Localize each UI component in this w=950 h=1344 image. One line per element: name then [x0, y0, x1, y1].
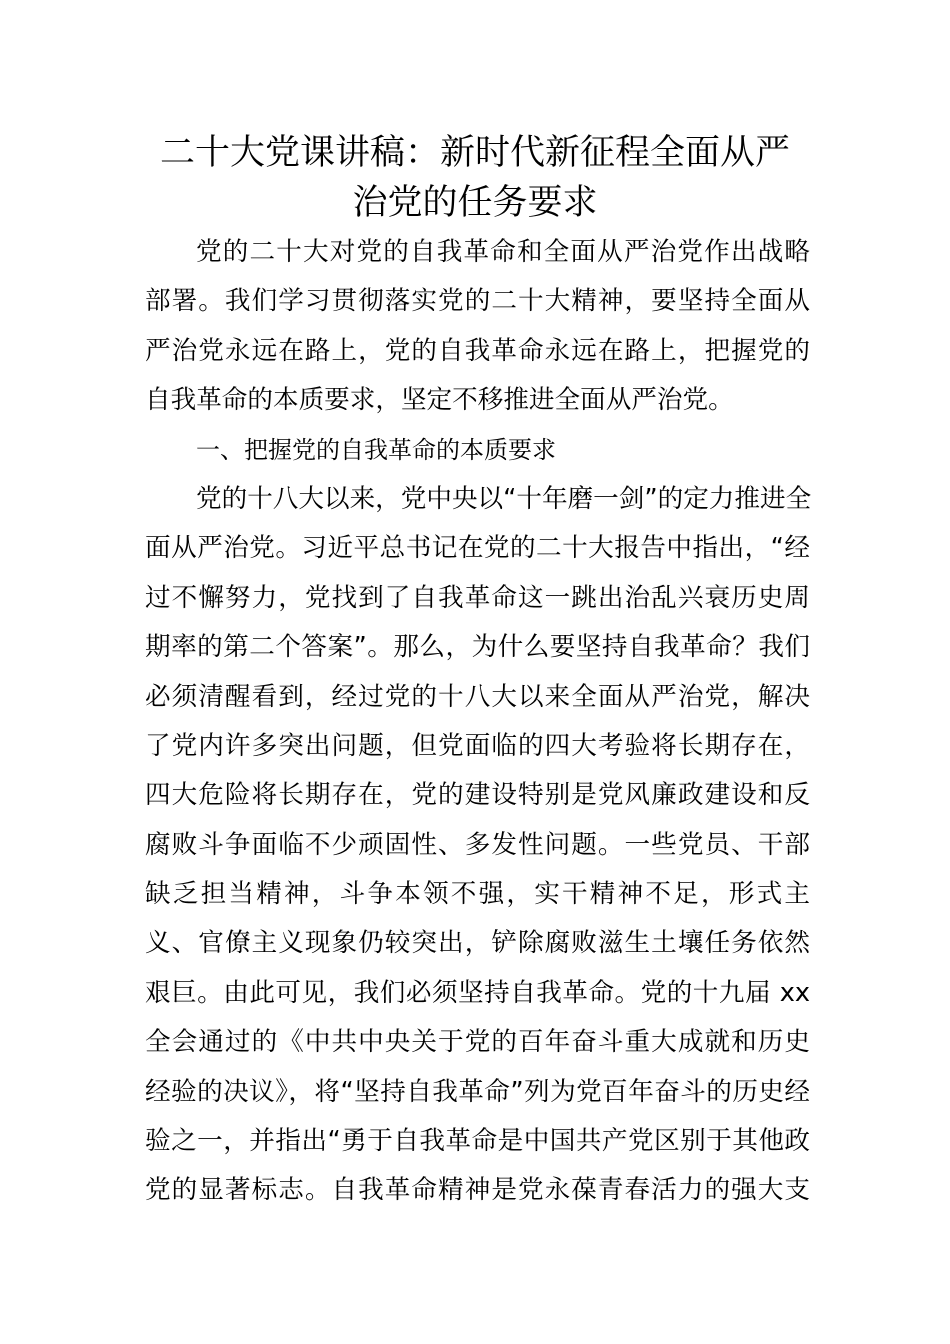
document-title [140, 128, 810, 228]
paragraph-2-line-7: 四大危险将长期存在，党的建设特别是党风廉政建设和反 [145, 780, 810, 811]
title-line-2: 治党的任务要求 [352, 183, 598, 223]
paragraph-1-line-4: 自我革命的本质要求，坚定不移推进全面从严治党。 [145, 385, 734, 416]
paragraph-2-line-8: 腐败斗争面临不少顽固性、多发性问题。一些党员、干部 [145, 829, 810, 860]
paragraph-1-line-2: 部署。我们学习贯彻落实党的二十大精神，要坚持全面从 [145, 286, 810, 317]
paragraph-1-line-3: 严治党永远在路上，党的自我革命永远在路上，把握党的 [145, 335, 810, 366]
paragraph-2-line-11: 艰巨。由此可见，我们必须坚持自我革命。党的十九届 xx [145, 977, 810, 1008]
paragraph-2-line-6: 了党内许多突出问题，但党面临的四大考验将长期存在， [145, 730, 810, 761]
paragraph-2-line-13: 经验的决议》，将“坚持自我革命”列为党百年奋斗的历史经 [145, 1076, 810, 1107]
title-line-1: 二十大党课讲稿：新时代新征程全面从严 [159, 133, 790, 173]
paragraph-2-line-4: 期率的第二个答案”。那么，为什么要坚持自我革命？我们 [145, 632, 810, 663]
paragraph-2-line-10: 义、官僚主义现象仍较突出，铲除腐败滋生土壤任务依然 [145, 928, 810, 959]
paragraph-2-line-9: 缺乏担当精神，斗争本领不强，实干精神不足，形式主 [145, 879, 810, 910]
paragraph-2-line-5: 必须清醒看到，经过党的十八大以来全面从严治党，解决 [145, 681, 810, 712]
paragraph-2-line-12: 全会通过的《中共中央关于党的百年奋斗重大成就和历史 [145, 1027, 810, 1058]
paragraph-1-line-1: 党的二十大对党的自我革命和全面从严治党作出战略 [196, 237, 810, 267]
paragraph-2-line-2: 面从严治党。习近平总书记在党的二十大报告中指出，“经 [145, 533, 810, 564]
paragraph-2-line-15: 党的显著标志。自我革命精神是党永葆青春活力的强大支 [145, 1175, 810, 1206]
paragraph-2-line-14: 验之一，并指出“勇于自我革命是中国共产党区别于其他政 [145, 1126, 810, 1157]
paragraph-2-line-3: 过不懈努力，党找到了自我革命这一跳出治乱兴衰历史周 [145, 582, 810, 613]
document-body [145, 228, 810, 1216]
section-heading-1: 一、把握党的自我革命的本质要求 [196, 435, 556, 464]
paragraph-2-line-1: 党的十八大以来，党中央以“十年磨一剑”的定力推进全 [196, 483, 812, 514]
